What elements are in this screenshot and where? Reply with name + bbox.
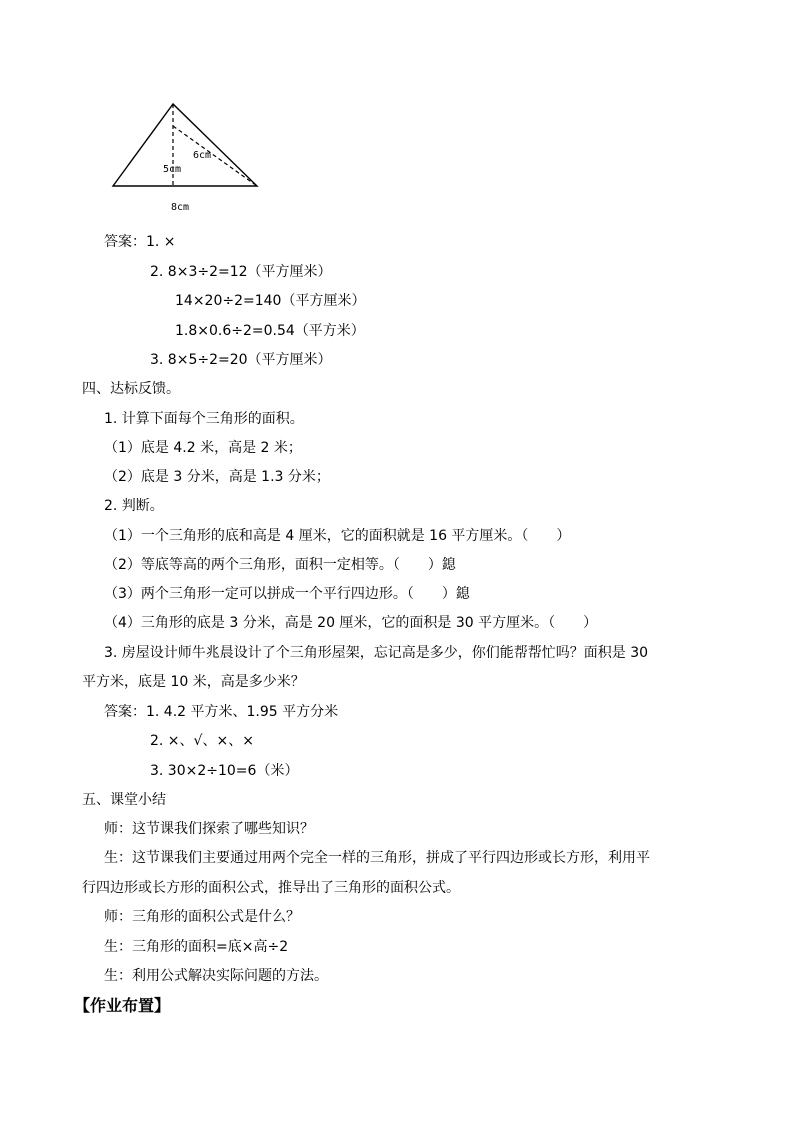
summary-p4: 生：三角形的面积=底×高÷2: [104, 939, 289, 955]
q1a: （1）底是 4.2 米，高是 2 米；: [104, 440, 302, 456]
side-label: 6cm: [193, 150, 212, 161]
section4-title: 四、达标反馈。: [82, 381, 180, 397]
answer-line-4: 1.8×0.6÷2=0.54（平方米）: [175, 323, 365, 339]
q2c: （3）两个三角形一定可以拼成一个平行四边形。（ ）鎴: [104, 586, 470, 602]
summary-p3: 师：三角形的面积公式是什么？: [104, 909, 300, 925]
answer-label: 答案：1. ×: [104, 234, 176, 250]
summary-p5: 生：利用公式解决实际问题的方法。: [104, 968, 328, 984]
summary-p2a: 生：这节课我们主要通过用两个完全一样的三角形，拼成了平行四边形或长方形，利用平: [104, 850, 650, 866]
answer-line-2: 2. 8×3÷2=12（平方厘米）: [150, 264, 332, 280]
q3-line1: 3. 房屋设计师牛兆晨设计了个三角形屋架，忘记高是多少，你们能帮帮忙吗？面积是 30: [104, 645, 649, 661]
answer-line-3: 14×20÷2=140（平方厘米）: [175, 293, 366, 309]
q2b: （2）等底等高的两个三角形，面积一定相等。（ ）鎴: [104, 557, 456, 573]
triangle-outline: [113, 104, 257, 186]
answers2-line2: 2. ×、√、×、×: [150, 733, 254, 749]
q2d: （4）三角形的底是 3 分米，高是 20 厘米，它的面积是 30 平方厘米。（ ）: [104, 615, 598, 631]
q3-line2: 平方米，底是 10 米，高是多少米？: [82, 674, 305, 690]
base-label: 8cm: [171, 202, 190, 213]
q2: 2. 判断。: [104, 498, 164, 514]
summary-p2b: 行四边形或长方形的面积公式，推导出了三角形的面积公式。: [82, 880, 460, 896]
homework-title: 【作业布置】: [74, 996, 171, 1015]
height-label: 5cm: [163, 164, 182, 175]
side-height-dashed-line: [173, 126, 257, 186]
q2a: （1）一个三角形的底和高是 4 厘米，它的面积就是 16 平方厘米。（ ）: [104, 528, 571, 544]
answers2-line1: 答案：1. 4.2 平方米、1.95 平方分米: [104, 704, 339, 720]
answers2-line3: 3. 30×2÷10=6（米）: [150, 763, 299, 779]
section5-title: 五、课堂小结: [82, 792, 166, 808]
q1b: （2）底是 3 分米，高是 1.3 分米；: [104, 469, 330, 485]
triangle-figure: [105, 98, 265, 216]
summary-p1: 师：这节课我们探索了哪些知识？: [104, 821, 314, 837]
answer-line-5: 3. 8×5÷2=20（平方厘米）: [150, 352, 332, 368]
q1: 1. 计算下面每个三角形的面积。: [104, 411, 304, 427]
